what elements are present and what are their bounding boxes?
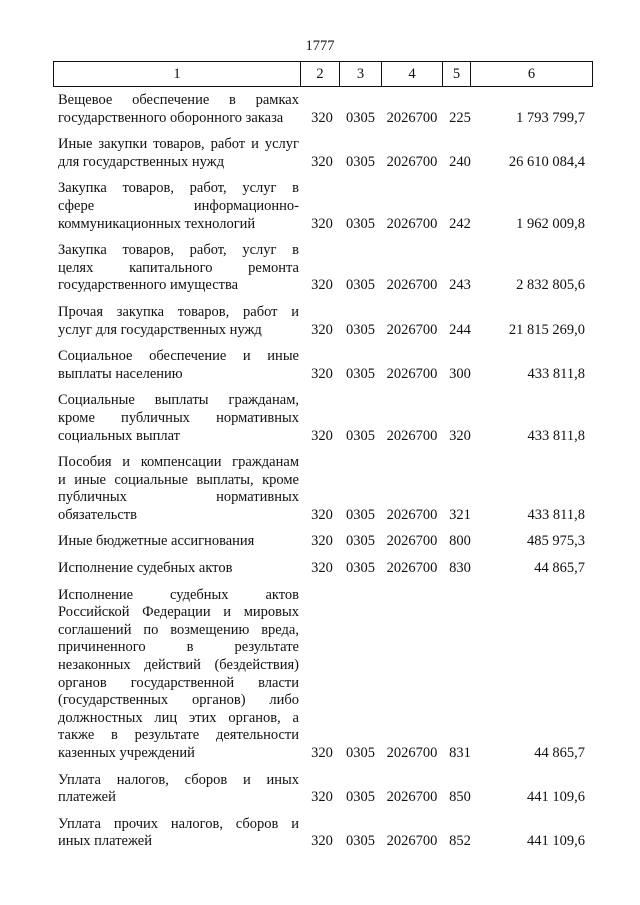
- description-line: Пособия и компенсации гражданам: [58, 454, 299, 471]
- row-description: [58, 136, 299, 171]
- description-line: и иные социальные выплаты, кроме: [58, 471, 299, 488]
- cell-c2: 320: [311, 789, 333, 806]
- cell-c4: 2026700: [386, 277, 438, 294]
- cell-c5: 850: [449, 789, 471, 806]
- description-line: Исполнение судебных актов: [58, 586, 299, 603]
- table-row: [58, 587, 598, 763]
- table-body: [58, 92, 598, 860]
- description-line: казенных учреждений: [58, 745, 195, 761]
- table-row: [58, 772, 598, 807]
- cell-c6: 433 811,8: [527, 427, 585, 444]
- description-line: выплаты населению: [58, 365, 183, 382]
- row-description: [58, 587, 299, 763]
- cell-c6: 1 962 009,8: [516, 215, 585, 232]
- description-line: публичных нормативных: [58, 489, 299, 506]
- cell-c5: 831: [449, 745, 471, 761]
- description-line: социальных выплат: [58, 427, 180, 444]
- cell-c6: 21 815 269,0: [508, 321, 585, 338]
- cell-c5: 321: [449, 506, 471, 523]
- row-description: [58, 392, 299, 445]
- cell-c3: 0305: [346, 745, 375, 761]
- cell-c2: 320: [311, 109, 333, 126]
- cell-c4: 2026700: [386, 560, 438, 577]
- cell-c6: 433 811,8: [527, 506, 585, 523]
- cell-c2: 320: [311, 560, 333, 577]
- page-number: 1777: [305, 38, 335, 54]
- cell-c5: 243: [449, 277, 471, 294]
- cell-c3: 0305: [346, 321, 375, 338]
- table-row: [58, 242, 598, 295]
- description-line: Иные бюджетные ассигнования: [58, 533, 255, 550]
- row-description: [58, 454, 299, 524]
- cell-c3: 0305: [346, 153, 375, 170]
- cell-c3: 0305: [346, 277, 375, 294]
- cell-c2: 320: [311, 365, 333, 382]
- cell-c3: 0305: [346, 427, 375, 444]
- header-col-3: 3: [356, 66, 365, 82]
- table-row: [58, 304, 598, 339]
- description-line: Исполнение судебных актов: [58, 560, 233, 577]
- table-row: [58, 392, 598, 445]
- cell-c6: 441 109,6: [527, 833, 585, 850]
- header-col-5: 5: [452, 66, 461, 82]
- description-line: должностных лиц этих органов, а: [58, 709, 299, 726]
- cell-c6: 485 975,3: [527, 533, 585, 550]
- cell-c3: 0305: [346, 109, 375, 126]
- description-line: целях капитального ремонта: [58, 259, 299, 276]
- row-description: [58, 242, 299, 295]
- description-line: обязательств: [58, 506, 137, 523]
- description-line: Закупка товаров, работ, услуг в: [58, 180, 299, 197]
- cell-c6: 1 793 799,7: [516, 109, 585, 126]
- cell-c5: 225: [449, 109, 471, 126]
- description-line: для государственных нужд: [58, 153, 225, 170]
- description-line: платежей: [58, 789, 116, 806]
- table-row: [58, 92, 598, 127]
- cell-c4: 2026700: [386, 745, 438, 761]
- description-line: незаконных действий (бездействия): [58, 657, 299, 674]
- description-line: государственного оборонного заказа: [58, 109, 284, 126]
- cell-c4: 2026700: [386, 506, 438, 523]
- description-line: Российской Федерации и мировых: [58, 604, 299, 621]
- description-line: соглашений по возмещению вреда,: [58, 621, 299, 638]
- row-description: [58, 304, 299, 339]
- cell-c2: 320: [311, 277, 333, 294]
- cell-c5: 242: [449, 215, 471, 232]
- cell-c2: 320: [311, 506, 333, 523]
- description-line: Прочая закупка товаров, работ и: [58, 303, 299, 320]
- header-col-2: 2: [316, 66, 324, 82]
- cell-c2: 320: [311, 833, 333, 850]
- cell-c5: 244: [449, 321, 471, 338]
- cell-c2: 320: [311, 215, 333, 232]
- table-header: [53, 61, 593, 87]
- cell-c2: 320: [311, 427, 333, 444]
- row-description: [58, 348, 299, 383]
- description-line: также в результате деятельности: [58, 727, 299, 744]
- cell-c2: 320: [311, 533, 333, 550]
- description-line: (государственных органов) либо: [58, 692, 299, 709]
- cell-c3: 0305: [346, 506, 375, 523]
- cell-c4: 2026700: [386, 833, 438, 850]
- cell-c4: 2026700: [386, 215, 438, 232]
- cell-c5: 240: [449, 153, 471, 170]
- cell-c4: 2026700: [386, 427, 438, 444]
- cell-c3: 0305: [346, 365, 375, 382]
- row-description: [58, 533, 299, 551]
- cell-c5: 320: [449, 427, 471, 444]
- cell-c3: 0305: [346, 215, 375, 232]
- description-line: органов государственной власти: [58, 674, 299, 691]
- description-line: Социальные выплаты гражданам,: [58, 392, 299, 409]
- cell-c6: 441 109,6: [527, 789, 585, 806]
- description-line: услуг для государственных нужд: [58, 321, 262, 338]
- description-line: причиненного в результате: [58, 639, 299, 656]
- row-description: [58, 180, 299, 233]
- table-row: [58, 136, 598, 171]
- row-description: [58, 772, 299, 807]
- cell-c6: 2 832 805,6: [516, 277, 585, 294]
- description-line: Социальное обеспечение и иные: [58, 348, 299, 365]
- cell-c5: 830: [449, 560, 471, 577]
- row-description: [58, 816, 299, 851]
- cell-c4: 2026700: [386, 533, 438, 550]
- row-description: [58, 92, 299, 127]
- cell-c5: 800: [449, 533, 471, 550]
- description-line: Вещевое обеспечение в рамках: [58, 92, 299, 108]
- cell-c3: 0305: [346, 833, 375, 850]
- description-line: коммуникационных технологий: [58, 215, 256, 232]
- cell-c4: 2026700: [386, 789, 438, 806]
- table-row: [58, 533, 598, 551]
- table-row: [58, 348, 598, 383]
- cell-c4: 2026700: [386, 365, 438, 382]
- cell-c2: 320: [311, 745, 333, 761]
- cell-c4: 2026700: [386, 109, 438, 126]
- cell-c2: 320: [311, 321, 333, 338]
- table-row: [58, 816, 598, 851]
- header-col-1: 1: [173, 66, 181, 82]
- description-line: Иные закупки товаров, работ и услуг: [58, 136, 299, 153]
- description-line: государственного имущества: [58, 277, 239, 294]
- cell-c3: 0305: [346, 560, 375, 577]
- header-col-4: 4: [408, 66, 416, 82]
- cell-c4: 2026700: [386, 321, 438, 338]
- table-row: [58, 180, 598, 233]
- cell-c2: 320: [311, 153, 333, 170]
- cell-c4: 2026700: [386, 153, 438, 170]
- cell-c5: 852: [449, 833, 471, 850]
- header-col-6: 6: [527, 66, 536, 82]
- description-line: сфере информационно-: [58, 197, 299, 214]
- row-description: [58, 560, 299, 578]
- cell-c6: 433 811,8: [527, 365, 585, 382]
- cell-c3: 0305: [346, 789, 375, 806]
- description-line: иных платежей: [58, 833, 152, 850]
- description-line: Закупка товаров, работ, услуг в: [58, 242, 299, 259]
- description-line: Уплата прочих налогов, сборов и: [58, 815, 299, 832]
- table-row: [58, 560, 598, 578]
- description-line: кроме публичных нормативных: [58, 409, 299, 426]
- cell-c5: 300: [449, 365, 471, 382]
- cell-c3: 0305: [346, 533, 375, 550]
- description-line: Уплата налогов, сборов и иных: [58, 771, 299, 788]
- cell-c6: 26 610 084,4: [508, 153, 585, 170]
- table-row: [58, 454, 598, 524]
- cell-c6: 44 865,7: [534, 745, 585, 761]
- cell-c6: 44 865,7: [534, 560, 585, 577]
